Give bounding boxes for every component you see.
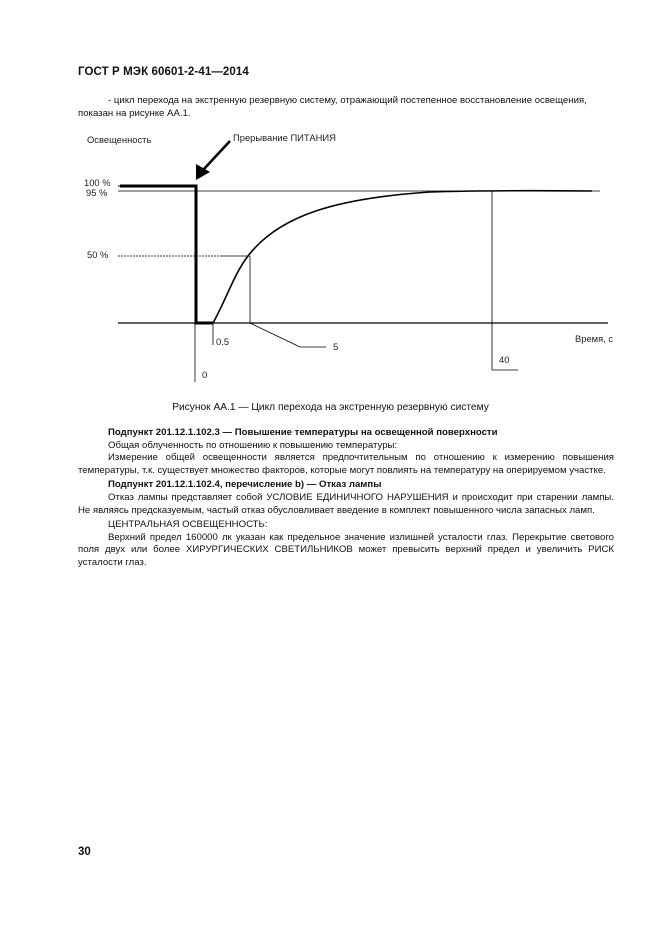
leader-5 <box>250 323 300 347</box>
annotation-arrow-shaft <box>203 141 230 170</box>
illumination-curve-drop <box>120 186 213 323</box>
intro-line-1: - цикл перехода на экстренную резервную систему, отражающий постепенное восстановление освещения, <box>108 95 587 106</box>
y-tick-100: 100 % <box>84 177 111 188</box>
figure-caption: Рисунок АА.1 — Цикл перехода на экстренную резервную систему <box>172 402 489 413</box>
transition-cycle-chart <box>0 0 661 400</box>
section-1-paragraph: Измерение общей освещенности является предпочтительным по отношению к измерению повышения температуры, т.к. существует множество факторов, которые могут повлиять на температуру на оперируемом участке. <box>78 452 614 476</box>
section-3-heading: ЦЕНТРАЛЬНАЯ ОСВЕЩЕННОСТЬ: <box>108 519 268 531</box>
document-header: ГОСТ Р МЭК 60601-2-41—2014 <box>78 66 249 78</box>
x-tick-40: 40 <box>499 354 510 365</box>
x-tick-0: 0 <box>202 369 208 380</box>
illumination-curve-recovery <box>213 191 592 323</box>
page-number: 30 <box>78 846 91 858</box>
x-axis-label: Время, с <box>575 333 614 344</box>
section-1-heading: Подпункт 201.12.1.102.3 — Повышение температуры на освещенной поверхности <box>108 427 498 438</box>
section-3-paragraph: Верхний предел 160000 лк указан как предельное значение излишней усталости глаз. Перекрытие светового поля двух или более ХИРУРГИЧЕСКИХ СВЕТИЛЬНИКОВ может превысить верхний предел и увеличить РИСК усталости глаз. <box>78 531 614 568</box>
section-1-line: Общая облученность по отношению к повышению температуры: <box>108 439 398 451</box>
y-axis-label: Освещенность <box>87 134 152 145</box>
x-tick-5: 5 <box>333 341 339 352</box>
x-tick-0-5: 0.5 <box>216 336 230 347</box>
y-tick-50: 50 % <box>87 249 109 260</box>
section-2-paragraph: Отказ лампы представляет собой УСЛОВИЕ ЕДИНИЧНОГО НАРУШЕНИЯ и происходит при старении лампы. Не являясь предсказуемым, частый отказ обусловливает введение в комплект повышенного числа запасных ламп. <box>78 491 614 516</box>
section-2-heading: Подпункт 201.12.1.102.4, перечисление b) — Отказ лампы <box>108 479 382 491</box>
intro-line-2: показан на рисунке АА.1. <box>78 108 191 119</box>
annotation-label: Прерывание ПИТАНИЯ <box>233 132 336 143</box>
body-text <box>78 427 614 570</box>
y-tick-95: 95 % <box>86 187 108 198</box>
